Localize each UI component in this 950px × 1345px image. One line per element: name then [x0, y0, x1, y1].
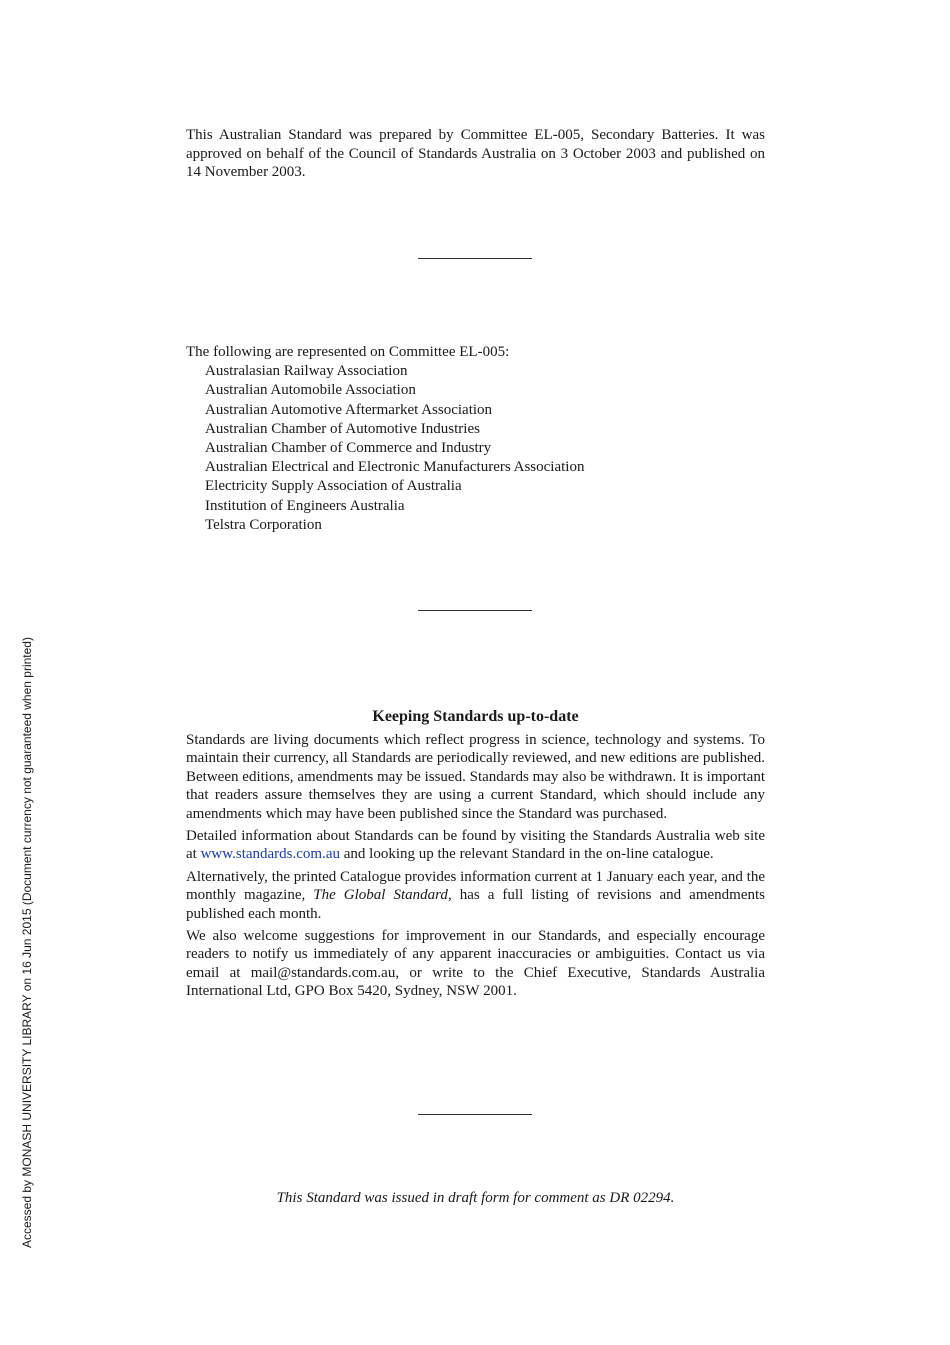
preparation-note: This Australian Standard was prepared by Committee EL-005, Secondary Batteries. It was approved on behalf of the Council of Standards Australia on 3 October 2003 and published on 14 November 2003.: [186, 127, 765, 180]
committee-member: Australian Chamber of Commerce and Industry: [205, 440, 492, 457]
committee-member: Australasian Railway Association: [205, 363, 408, 380]
committee-member: Electricity Supply Association of Australia: [205, 478, 462, 495]
paragraph-web-info: Detailed information about Standards can be found by visiting the Standards Australia web site at www.standards.com.au and looking up the relevant Standard in the on-line catalogue.: [186, 828, 765, 863]
section-heading: Keeping Standards up-to-date: [372, 708, 579, 725]
committee-member: Australian Automotive Aftermarket Association: [205, 401, 493, 418]
committee-member: Australian Automobile Association: [205, 382, 416, 399]
divider-rule: [418, 610, 532, 611]
draft-note: This Standard was issued in draft form for comment as DR 02294.: [276, 1190, 675, 1206]
access-watermark: Accessed by MONASH UNIVERSITY LIBRARY on 16 Jun 2015 (Document currency not guaranteed when printed): [20, 637, 34, 1248]
committee-member: Institution of Engineers Australia: [205, 497, 405, 514]
committee-member: Australian Chamber of Automotive Industries: [205, 420, 480, 437]
paragraph-catalogue: Alternatively, the printed Catalogue provides information current at 1 January each year, and the monthly magazine, The Global Standard, has a full listing of revisions and amendments published each month.: [186, 868, 765, 922]
committee-member-list: [186, 362, 765, 535]
standards-website-link[interactable]: www.standards.com.au: [200, 846, 340, 863]
committee-member: Australian Electrical and Electronic Manufacturers Association: [205, 459, 585, 476]
keeping-standards-section: [186, 706, 765, 1005]
divider-rule: [418, 258, 532, 259]
divider-rule: [418, 1114, 532, 1115]
committee-member: Telstra Corporation: [205, 516, 322, 533]
committee-intro: The following are represented on Committee EL-005:: [186, 344, 510, 360]
magazine-title: The Global Standard: [313, 887, 448, 904]
committee-section: [186, 343, 765, 535]
paragraph-living-documents: Standards are living documents which reflect progress in science, technology and systems. To maintain their currency, all Standards are periodically reviewed, and new editions are published. Between editions, amendments may be issued. Standards may also be withdrawn. It is important that readers assure themselves they are using a current Standard, which should include any amendments which may have been published since the Standard was purchased.: [186, 732, 765, 822]
paragraph-suggestions: We also welcome suggestions for improvement in our Standards, and especially encourage readers to notify us immediately of any apparent inaccuracies or ambiguities. Contact us via email at mail@standards.com.au, or write to the Chief Executive, Standards Australia International Ltd, GPO Box 5420, Sydney, NSW 2001.: [186, 928, 765, 1000]
